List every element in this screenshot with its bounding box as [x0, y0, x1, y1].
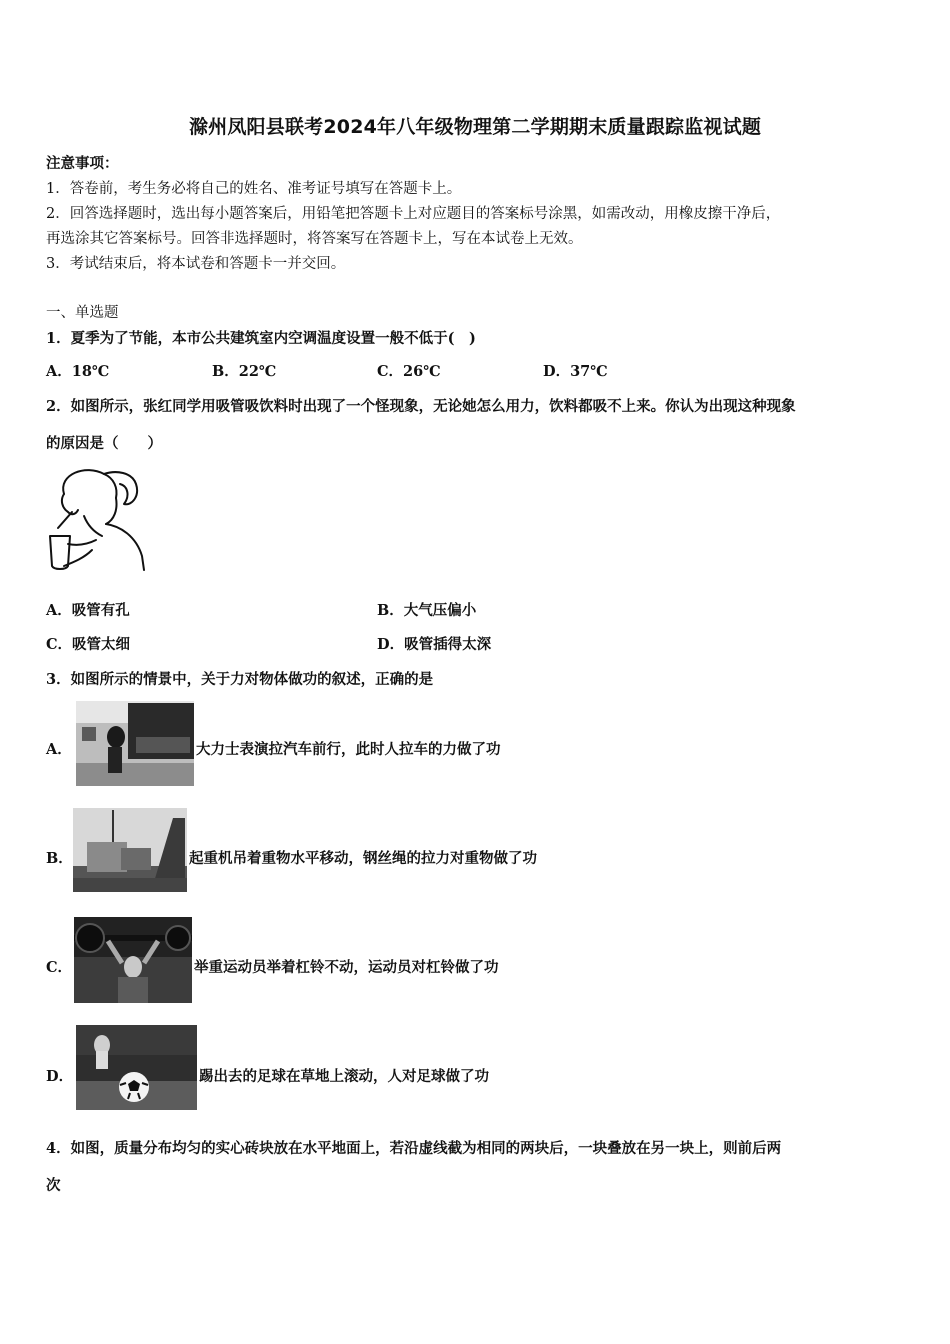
q3-option-c-label: C． — [46, 959, 73, 976]
section-heading: 一、单选题 — [46, 305, 119, 321]
q2-stem-cont: 的原因是（ ） — [46, 435, 162, 452]
notice-heading: 注意事项： — [46, 155, 119, 172]
q2-option-c: C．吸管太细 — [46, 636, 131, 653]
q1-option-d: D．37℃ — [543, 363, 608, 380]
q3-option-d-text: 踢出去的足球在草地上滚动，人对足球做了功 — [199, 1068, 489, 1085]
q1-option-a: A．18℃ — [46, 363, 110, 380]
q1-option-b: B．22℃ — [212, 363, 277, 380]
girl-drinking-figure — [44, 466, 148, 572]
soccer-ball-drawing — [76, 1025, 197, 1110]
q4-stem: 4．如图，质量分布均匀的实心砖块放在水平地面上，若沿虚线截为相同的两块后，一块叠放在另一块上，则前后两 — [46, 1140, 782, 1157]
notice-item-3: 3．考试结束后，将本试卷和答题卡一并交回。 — [46, 256, 346, 272]
q1-stem: 1．夏季为了节能，本市公共建筑室内空调温度设置一般不低于( ) — [46, 330, 476, 347]
q3-stem: 3．如图所示的情景中，关于力对物体做功的叙述，正确的是 — [46, 671, 434, 688]
strongman-pulling-car-photo — [76, 701, 194, 786]
strongman-pulling-car-drawing — [76, 701, 194, 786]
q3-option-c-text: 举重运动员举着杠铃不动，运动员对杠铃做了功 — [194, 959, 499, 976]
q2-option-d: D．吸管插得太深 — [377, 636, 492, 653]
q3-option-b-text: 起重机吊着重物水平移动，钢丝绳的拉力对重物做了功 — [189, 850, 537, 867]
q2-option-a: A．吸管有孔 — [46, 602, 130, 619]
notice-item-2-cont: 再选涂其它答案标号。回答非选择题时，将答案写在答题卡上，写在本试卷上无效。 — [46, 231, 583, 247]
q3-option-b-label: B． — [46, 850, 73, 867]
notice-item-2: 2．回答选择题时，选出每小题答案后，用铅笔把答题卡上对应题目的答案标号涂黑，如需改动，用橡皮擦干净后， — [46, 206, 781, 222]
weightlifter-drawing — [74, 917, 192, 1003]
page-title: 滁州凤阳县联考2024年八年级物理第二学期期末质量跟踪监视试题 — [188, 116, 762, 138]
q3-option-a-label: A． — [46, 741, 72, 758]
q3-option-d-label: D． — [46, 1068, 74, 1085]
weightlifter-photo — [74, 917, 192, 1003]
q4-stem-cont: 次 — [46, 1177, 61, 1194]
q2-stem: 2．如图所示，张红同学用吸管吸饮料时出现了一个怪现象，无论她怎么用力，饮料都吸不上来。你认为出现这种现象 — [46, 398, 796, 415]
q2-option-b: B．大气压偏小 — [377, 602, 477, 619]
q1-option-c: C．26℃ — [377, 363, 441, 380]
crane-lifting-drawing — [73, 808, 187, 892]
soccer-ball-photo — [76, 1025, 197, 1110]
notice-item-1: 1．答卷前，考生务必将自己的姓名、准考证号填写在答题卡上。 — [46, 181, 462, 197]
crane-lifting-photo — [73, 808, 187, 892]
q3-option-a-text: 大力士表演拉汽车前行，此时人拉车的力做了功 — [196, 741, 501, 758]
girl-drinking-drawing — [44, 466, 148, 572]
